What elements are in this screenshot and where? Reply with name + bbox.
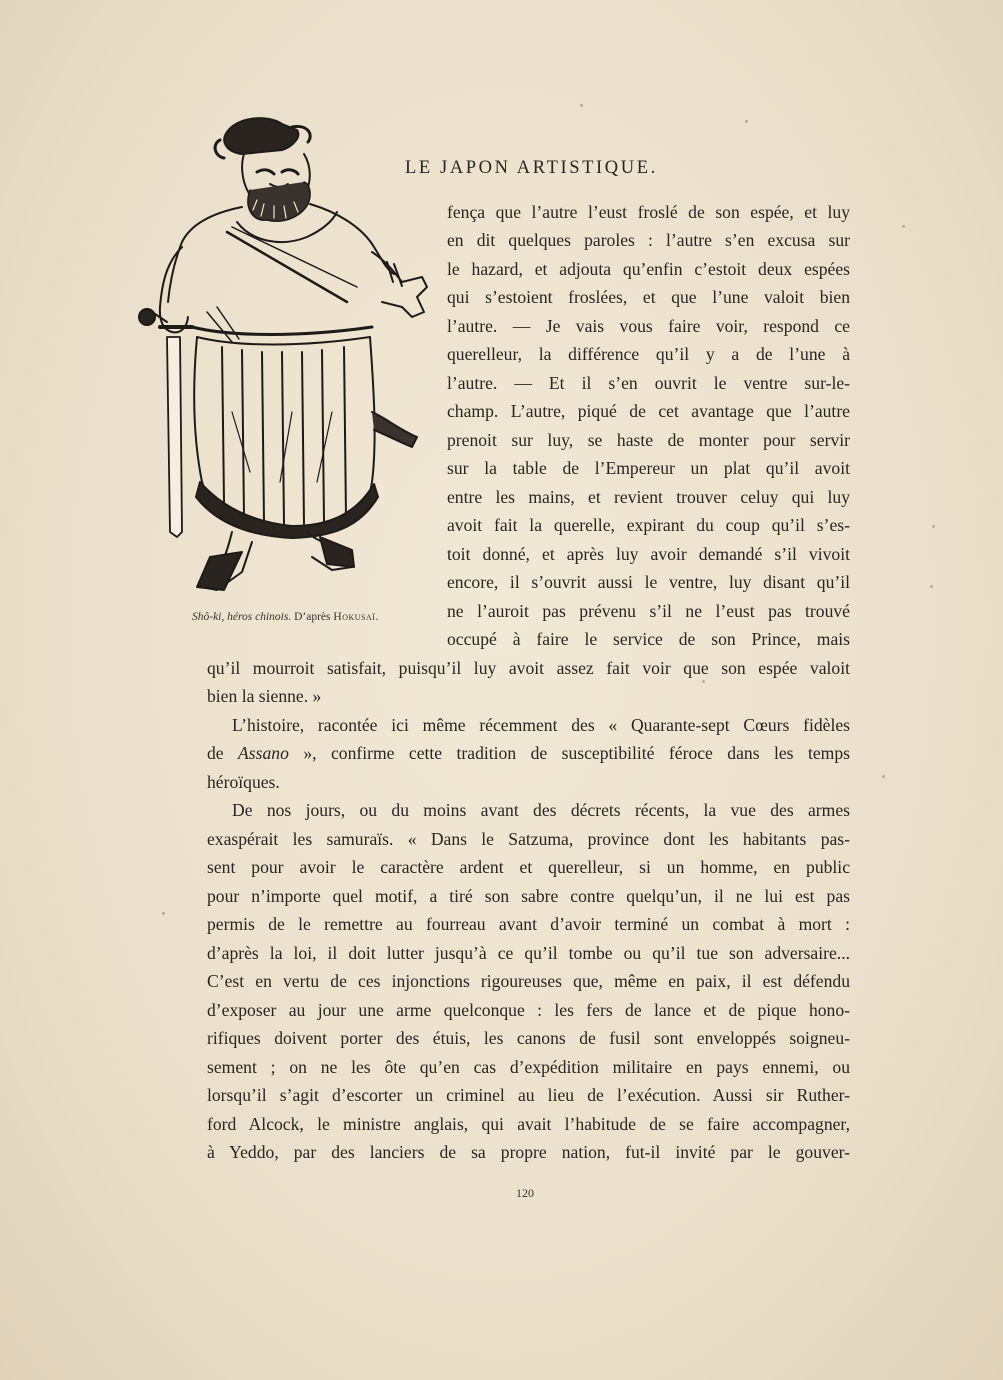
text-line: permis de le remettre au fourreau avant d’avoir terminé un combat à mort : xyxy=(207,914,850,934)
text-fragment: », confirme cette tradition de susceptibilité féroce dans les temps xyxy=(288,743,850,763)
text-line: L’histoire, racontée ici même récemment des « Quarante-sept Cœurs fidèles xyxy=(232,715,850,735)
text-line: d’exposer au jour une arme quelconque : les fers de lance et de pique hono- xyxy=(207,1000,850,1020)
text-line: qui s’estoient froslées, et que l’une valoit bien xyxy=(447,287,850,307)
paper-spot xyxy=(932,525,935,528)
text-line: ford Alcock, le ministre anglais, qui avait l’habitude de se faire accompagner, xyxy=(207,1114,850,1134)
text-line: sur la table de l’Empereur un plat qu’il avoit xyxy=(447,458,850,478)
caption-title: Shô-ki, héros chinois. xyxy=(192,611,292,623)
illustration-caption xyxy=(192,611,432,623)
text-line: qu’il mourroit satisfait, puisqu’il luy avoit assez fait voir que son espée valoit xyxy=(207,658,850,678)
text-line: toit donné, et après luy avoir demandé s’il vivoit xyxy=(447,544,850,564)
page-number: 120 xyxy=(516,1186,534,1200)
text-line: l’autre. — Je vais vous faire voir, respond ce xyxy=(447,316,850,336)
text-line: fença que l’autre l’eust froslé de son espée, et luy xyxy=(447,202,850,222)
text-line: d’après la loi, il doit lutter jusqu’à ce qu’il tombe ou qu’il tue son adversaire... xyxy=(207,943,850,963)
text-line: occupé à faire le service de son Prince, mais xyxy=(447,629,850,649)
text-line: prenoit sur luy, se haste de monter pour servir xyxy=(447,430,850,450)
paper-spot xyxy=(930,585,933,588)
text-line: querelleur, la différence qu’il y a de l’une à xyxy=(447,344,850,364)
caption-prefix: D’après xyxy=(291,611,334,623)
text-line: ne l’auroit pas prévenu s’il ne l’eust pas trouvé xyxy=(447,601,850,621)
text-line: exaspérait les samuraïs. « Dans le Satzuma, province dont les habitants pas- xyxy=(207,829,850,849)
text-line: bien la sienne. » xyxy=(207,686,322,706)
text-line: avoit fait la querelle, expirant du coup qu’il s’es- xyxy=(447,515,850,535)
text-line: entre les mains, et revient trouver celuy qui luy xyxy=(447,487,850,507)
running-header: LE JAPON ARTISTIQUE. xyxy=(405,158,658,178)
text-line: rifiques doivent porter des étuis, les canons de fusil sont enveloppés soigneu- xyxy=(207,1028,850,1048)
shoki-warrior-illustration xyxy=(132,112,437,597)
paper-spot xyxy=(902,225,905,228)
text-line: sement ; on ne les ôte qu’en cas d’expédition militaire en pays ennemi, ou xyxy=(207,1057,850,1077)
caption-artist: Hokusaï. xyxy=(333,611,379,623)
text-line: sent pour avoir le caractère ardent et querelleur, si un homme, en public xyxy=(207,857,850,877)
text-line: encore, il s’ouvrit aussi le ventre, luy disant qu’il xyxy=(447,572,850,592)
text-line xyxy=(207,743,850,765)
text-line: le hazard, et adjouta qu’enfin c’estoit deux espées xyxy=(447,259,850,279)
text-line: C’est en vertu de ces injonctions rigoureuses que, même en paix, il est défendu xyxy=(207,971,850,991)
text-line: lorsqu’il s’agit d’escorter un criminel au lieu de l’exécution. Aussi sir Ruther- xyxy=(207,1085,850,1105)
text-line: champ. L’autre, piqué de cet avantage que l’autre xyxy=(447,401,850,421)
text-line: en dit quelques paroles : l’autre s’en excusa sur xyxy=(447,230,850,250)
paper-spot xyxy=(162,912,165,915)
paper-spot xyxy=(702,680,705,683)
text-italic-name: Assano xyxy=(238,743,289,763)
text-fragment: de xyxy=(207,743,239,763)
text-line: De nos jours, ou du moins avant des décrets récents, la vue des armes xyxy=(232,800,850,820)
paper-spot xyxy=(580,104,583,107)
text-line: à Yeddo, par des lanciers de sa propre nation, fut-il invité par le gouver- xyxy=(207,1142,850,1162)
paper-spot xyxy=(882,775,885,778)
text-line: héroïques. xyxy=(207,772,280,792)
text-line: l’autre. — Et il s’en ouvrit le ventre sur-le- xyxy=(447,373,850,393)
text-line: pour n’importe quel motif, a tiré son sabre contre quelqu’un, il ne lui est pas xyxy=(207,886,850,906)
paper-spot xyxy=(745,120,748,123)
